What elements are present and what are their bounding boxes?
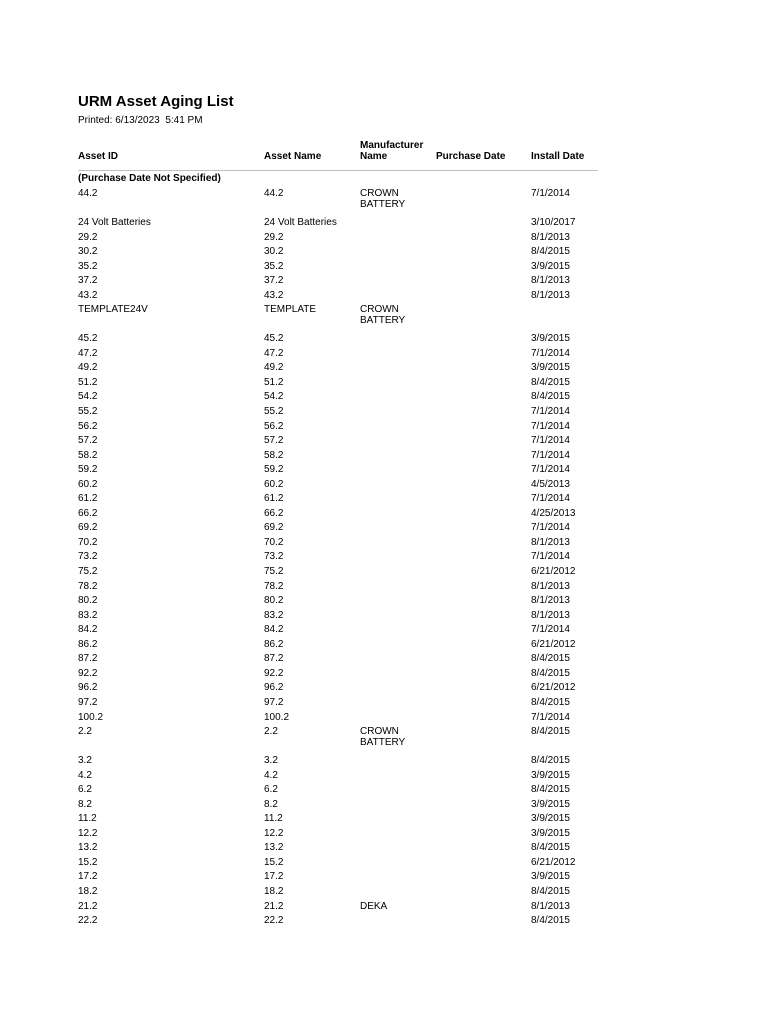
cell-asset-name: 49.2 [264, 362, 284, 374]
table-row [78, 491, 598, 506]
cell-asset-id: 75.2 [78, 566, 98, 578]
cell-asset-id: 57.2 [78, 435, 98, 447]
cell-asset-id: 100.2 [78, 711, 104, 723]
cell-install-date: 8/1/2013 [531, 900, 570, 912]
table-row [78, 899, 598, 914]
cell-install-date: 8/4/2015 [531, 246, 570, 258]
cell-install-date: 8/4/2015 [531, 842, 570, 854]
cell-asset-name: 66.2 [264, 507, 284, 519]
cell-asset-name: 75.2 [264, 566, 284, 578]
cell-asset-name: 61.2 [264, 493, 284, 505]
cell-install-date: 3/9/2015 [531, 362, 570, 374]
table-row [78, 826, 598, 841]
table-row [78, 448, 598, 463]
cell-install-date: 7/1/2014 [531, 493, 570, 505]
table-row [78, 186, 598, 215]
table-row [78, 549, 598, 564]
cell-asset-id: 87.2 [78, 653, 98, 665]
cell-asset-id: 3.2 [78, 755, 92, 767]
cell-asset-id: 24 Volt Batteries [78, 217, 151, 228]
cell-asset-id: 78.2 [78, 580, 98, 592]
table-row [78, 913, 598, 928]
cell-install-date: 8/4/2015 [531, 667, 570, 679]
cell-asset-id: 11.2 [78, 813, 97, 825]
cell-asset-name: 37.2 [264, 275, 284, 287]
table-row [78, 869, 598, 884]
cell-install-date: 8/1/2013 [531, 580, 570, 592]
cell-asset-name: 22.2 [264, 915, 284, 927]
cell-asset-id: 97.2 [78, 696, 98, 708]
cell-asset-id: 58.2 [78, 449, 98, 461]
cell-install-date: 7/1/2014 [531, 522, 570, 534]
cell-install-date: 8/4/2015 [531, 784, 570, 796]
cell-asset-id: 2.2 [78, 726, 92, 738]
table-row [78, 811, 598, 826]
cell-install-date: 7/1/2014 [531, 464, 570, 476]
cell-asset-id: 30.2 [78, 246, 98, 258]
table-row [78, 404, 598, 419]
table-row [78, 288, 598, 303]
cell-asset-id: 22.2 [78, 915, 98, 927]
cell-install-date: 7/1/2014 [531, 435, 570, 447]
cell-asset-name: 12.2 [264, 827, 284, 839]
cell-install-date: 3/9/2015 [531, 827, 570, 839]
table-row [78, 680, 598, 695]
table-row [78, 244, 598, 259]
cell-asset-name: 59.2 [264, 464, 284, 476]
cell-asset-name: 21.2 [264, 900, 284, 912]
cell-asset-name: 6.2 [264, 784, 278, 796]
cell-install-date: 7/1/2014 [531, 711, 570, 723]
cell-asset-id: 92.2 [78, 667, 98, 679]
table-row [78, 710, 598, 725]
cell-asset-name: 96.2 [264, 682, 284, 694]
table-body [78, 186, 598, 928]
cell-install-date: 8/4/2015 [531, 653, 570, 665]
cell-asset-id: 55.2 [78, 406, 98, 418]
cell-install-date: 7/1/2014 [531, 551, 570, 563]
cell-asset-id: 51.2 [78, 376, 98, 388]
cell-asset-name: 45.2 [264, 333, 284, 345]
cell-asset-name: 17.2 [264, 871, 284, 883]
cell-asset-name: 30.2 [264, 246, 284, 258]
cell-install-date: 8/1/2013 [531, 595, 570, 607]
cell-install-date: 7/1/2014 [531, 420, 570, 432]
cell-asset-name: 78.2 [264, 580, 284, 592]
cell-asset-name: 18.2 [264, 885, 284, 897]
table-row [78, 331, 598, 346]
cell-asset-name: 13.2 [264, 842, 284, 854]
cell-asset-id: 59.2 [78, 464, 98, 476]
table-row [78, 695, 598, 710]
cell-asset-name: 84.2 [264, 624, 284, 636]
table-row [78, 346, 598, 361]
cell-install-date: 8/4/2015 [531, 696, 570, 708]
cell-asset-name: 73.2 [264, 551, 284, 563]
cell-asset-name: TEMPLATE [264, 304, 317, 316]
table-row [78, 302, 598, 331]
cell-asset-id: 44.2 [78, 188, 98, 199]
cell-asset-name: 43.2 [264, 289, 284, 301]
cell-asset-id: 69.2 [78, 522, 98, 534]
cell-asset-name: 24 Volt Batteries [264, 217, 337, 228]
table-row [78, 273, 598, 288]
cell-asset-id: 54.2 [78, 391, 98, 403]
cell-install-date: 3/10/2017 [531, 217, 576, 228]
column-header-manufacturer-name: Manufacturer Name [360, 140, 424, 162]
cell-install-date: 8/1/2013 [531, 609, 570, 621]
cell-asset-name: 4.2 [264, 769, 278, 781]
table-row [78, 564, 598, 579]
cell-asset-id: 96.2 [78, 682, 98, 694]
cell-asset-id: 80.2 [78, 595, 98, 607]
cell-asset-id: TEMPLATE24V [78, 304, 148, 316]
cell-asset-id: 29.2 [78, 231, 98, 243]
table-row [78, 768, 598, 783]
cell-asset-name: 80.2 [264, 595, 284, 607]
cell-install-date: 8/4/2015 [531, 391, 570, 403]
cell-manufacturer: CROWN BATTERY [360, 188, 406, 210]
table-row [78, 419, 598, 434]
table-header [78, 140, 598, 171]
table-row [78, 651, 598, 666]
cell-asset-name: 51.2 [264, 376, 284, 388]
cell-asset-id: 18.2 [78, 885, 98, 897]
cell-asset-name: 54.2 [264, 391, 284, 403]
cell-asset-id: 61.2 [78, 493, 98, 505]
cell-install-date: 4/25/2013 [531, 507, 576, 519]
cell-install-date: 3/9/2015 [531, 813, 570, 825]
cell-install-date: 6/21/2012 [531, 682, 576, 694]
cell-asset-name: 92.2 [264, 667, 284, 679]
cell-asset-id: 70.2 [78, 536, 98, 548]
cell-asset-name: 47.2 [264, 347, 284, 359]
cell-install-date: 7/1/2014 [531, 624, 570, 636]
cell-install-date: 8/1/2013 [531, 231, 570, 243]
table-row [78, 259, 598, 274]
cell-install-date: 7/1/2014 [531, 449, 570, 461]
cell-asset-name: 15.2 [264, 856, 284, 868]
cell-asset-name: 58.2 [264, 449, 284, 461]
cell-asset-name: 60.2 [264, 478, 284, 490]
cell-manufacturer: CROWN BATTERY [360, 726, 406, 749]
group-label: (Purchase Date Not Specified) [78, 173, 221, 184]
cell-install-date: 3/9/2015 [531, 871, 570, 883]
cell-manufacturer: CROWN BATTERY [360, 304, 406, 327]
cell-asset-id: 84.2 [78, 624, 98, 636]
cell-asset-id: 13.2 [78, 842, 98, 854]
cell-asset-name: 100.2 [264, 711, 290, 723]
cell-install-date: 3/9/2015 [531, 798, 570, 810]
cell-install-date: 7/1/2014 [531, 347, 570, 359]
cell-asset-id: 73.2 [78, 551, 98, 563]
cell-asset-id: 12.2 [78, 827, 98, 839]
cell-asset-id: 15.2 [78, 856, 98, 868]
cell-install-date: 7/1/2014 [531, 188, 570, 199]
column-header-purchase-date: Purchase Date [436, 151, 506, 162]
table-row [78, 753, 598, 768]
cell-asset-id: 37.2 [78, 275, 98, 287]
cell-asset-id: 21.2 [78, 900, 98, 912]
table-row [78, 666, 598, 681]
cell-asset-id: 17.2 [78, 871, 98, 883]
table-row [78, 797, 598, 812]
table-row [78, 782, 598, 797]
cell-asset-name: 69.2 [264, 522, 284, 534]
column-header-asset-name: Asset Name [264, 151, 322, 162]
table-row [78, 433, 598, 448]
cell-install-date: 8/1/2013 [531, 289, 570, 301]
cell-asset-name: 97.2 [264, 696, 284, 708]
cell-install-date: 8/4/2015 [531, 755, 570, 767]
cell-install-date: 8/4/2015 [531, 376, 570, 388]
cell-asset-id: 86.2 [78, 638, 98, 650]
cell-asset-name: 57.2 [264, 435, 284, 447]
cell-install-date: 8/4/2015 [531, 726, 570, 738]
cell-asset-name: 44.2 [264, 188, 284, 199]
cell-asset-id: 8.2 [78, 798, 92, 810]
cell-asset-id: 49.2 [78, 362, 98, 374]
table-row [78, 637, 598, 652]
cell-install-date: 6/21/2012 [531, 638, 576, 650]
cell-install-date: 4/5/2013 [531, 478, 570, 490]
table-row [78, 389, 598, 404]
cell-asset-name: 83.2 [264, 609, 284, 621]
asset-aging-report [78, 93, 598, 928]
table-row [78, 840, 598, 855]
table-row [78, 360, 598, 375]
table-row [78, 375, 598, 390]
cell-install-date: 3/9/2015 [531, 769, 570, 781]
cell-asset-name: 56.2 [264, 420, 284, 432]
table-row [78, 230, 598, 245]
cell-asset-id: 83.2 [78, 609, 98, 621]
printed-timestamp [78, 115, 598, 127]
cell-install-date: 3/9/2015 [531, 333, 570, 345]
table-row [78, 855, 598, 870]
table-row [78, 593, 598, 608]
cell-asset-name: 8.2 [264, 798, 278, 810]
report-title: URM Asset Aging List [78, 93, 234, 110]
cell-asset-name: 55.2 [264, 406, 284, 418]
cell-asset-name: 2.2 [264, 726, 278, 738]
cell-asset-id: 6.2 [78, 784, 92, 796]
cell-install-date: 8/1/2013 [531, 536, 570, 548]
column-header-asset-id: Asset ID [78, 151, 119, 162]
cell-install-date: 7/1/2014 [531, 406, 570, 418]
table-row [78, 608, 598, 623]
printed-time: 5:41 PM [165, 115, 203, 126]
cell-asset-name: 3.2 [264, 755, 278, 767]
table-row [78, 462, 598, 477]
cell-asset-id: 47.2 [78, 347, 98, 359]
cell-asset-id: 4.2 [78, 769, 92, 781]
table-row [78, 535, 598, 550]
cell-asset-id: 43.2 [78, 289, 98, 301]
table-row [78, 579, 598, 594]
cell-install-date: 6/21/2012 [531, 856, 576, 868]
cell-install-date: 6/21/2012 [531, 566, 576, 578]
cell-asset-id: 56.2 [78, 420, 98, 432]
table-row [78, 724, 598, 753]
table-row [78, 884, 598, 899]
cell-install-date: 3/9/2015 [531, 260, 570, 272]
cell-install-date: 8/1/2013 [531, 275, 570, 287]
cell-asset-id: 60.2 [78, 478, 98, 490]
table-row [78, 215, 598, 230]
cell-asset-id: 66.2 [78, 507, 98, 519]
cell-asset-name: 35.2 [264, 260, 284, 272]
printed-label: Printed: [78, 115, 113, 126]
printed-date: 6/13/2023 [115, 115, 160, 126]
cell-install-date: 8/4/2015 [531, 915, 570, 927]
cell-asset-id: 35.2 [78, 260, 98, 272]
cell-asset-name: 70.2 [264, 536, 284, 548]
table-row [78, 622, 598, 637]
column-header-install-date: Install Date [531, 151, 585, 162]
cell-manufacturer: DEKA [360, 900, 388, 912]
table-row [78, 477, 598, 492]
table-row [78, 506, 598, 521]
cell-asset-name: 11.2 [264, 813, 283, 825]
table-row [78, 520, 598, 535]
cell-asset-name: 87.2 [264, 653, 284, 665]
cell-install-date: 8/4/2015 [531, 885, 570, 897]
cell-asset-id: 45.2 [78, 333, 98, 345]
cell-asset-name: 86.2 [264, 638, 284, 650]
cell-asset-name: 29.2 [264, 231, 284, 243]
